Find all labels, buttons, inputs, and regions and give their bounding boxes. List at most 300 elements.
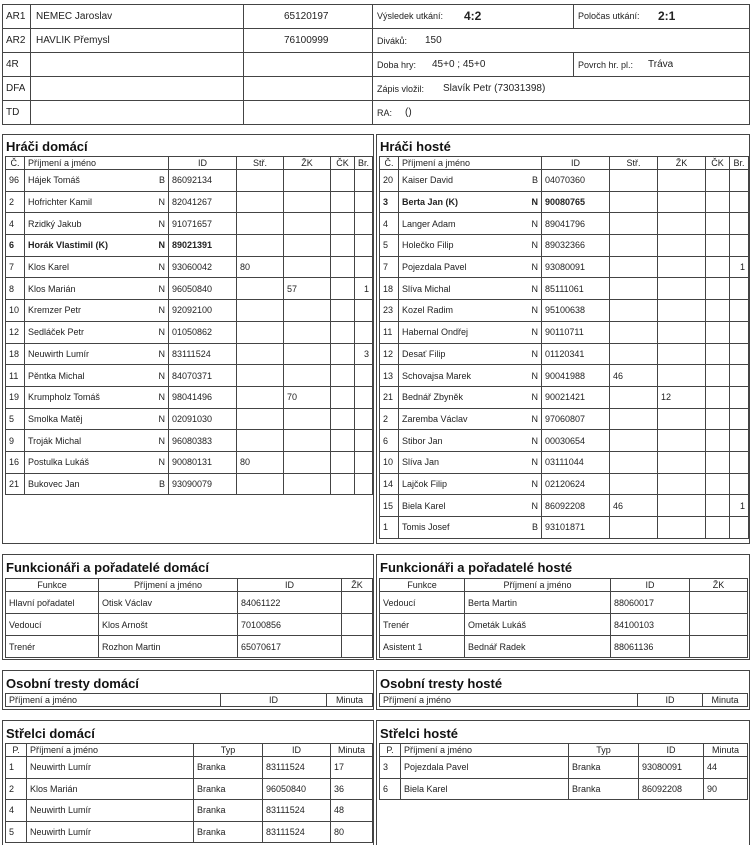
result-value: 4:2 xyxy=(464,9,482,23)
official-row xyxy=(6,592,373,614)
player-flag: N xyxy=(531,197,538,208)
player-name: Biela Karel xyxy=(402,500,446,511)
home-penalties-title: Osobní tresty domácí xyxy=(6,676,139,691)
player-yellow-card xyxy=(284,191,331,213)
player-goals xyxy=(355,321,373,343)
player-name: Klos Marián xyxy=(28,283,76,294)
referee-name: NĚMEC Jaroslav xyxy=(36,11,113,22)
player-row xyxy=(380,386,749,408)
ra-value: () xyxy=(405,107,412,118)
player-id: 00030654 xyxy=(542,430,610,452)
player-goals xyxy=(355,235,373,257)
player-substitution: 46 xyxy=(610,495,658,517)
official-name: Otisk Václav xyxy=(99,592,238,614)
referee-role-label: 4R xyxy=(6,59,19,70)
referee-role-label: AR2 xyxy=(6,35,26,46)
player-substitution xyxy=(610,170,658,192)
player-flag: N xyxy=(158,370,165,381)
player-number: 5 xyxy=(6,408,25,430)
official-id: 70100856 xyxy=(238,614,342,636)
player-yellow-card xyxy=(284,213,331,235)
player-number: 10 xyxy=(380,451,399,473)
column-header: Typ xyxy=(569,744,639,757)
player-yellow-card xyxy=(284,300,331,322)
player-flag: N xyxy=(531,392,538,403)
player-goals: 3 xyxy=(355,343,373,365)
player-substitution xyxy=(610,300,658,322)
player-yellow-card xyxy=(658,321,706,343)
column-header: Stř. xyxy=(610,157,658,170)
column-header: P. xyxy=(6,744,27,757)
official-yellow-card xyxy=(690,636,748,658)
player-name-cell xyxy=(25,170,169,192)
home-officials-title: Funkcionáři a pořadatelé domácí xyxy=(6,560,209,575)
player-name: Sedláček Petr xyxy=(28,327,85,338)
player-goals xyxy=(355,170,373,192)
official-role: Asistent 1 xyxy=(380,636,465,658)
referee-role-label: AR1 xyxy=(6,11,26,22)
player-id: 96080383 xyxy=(169,430,237,452)
player-number: 16 xyxy=(6,451,25,473)
player-id: 93090079 xyxy=(169,473,237,495)
player-id: 93101871 xyxy=(542,517,610,539)
player-goals xyxy=(355,430,373,452)
official-id: 84061122 xyxy=(238,592,342,614)
player-goals xyxy=(730,386,749,408)
player-row xyxy=(6,170,373,192)
player-yellow-card xyxy=(658,213,706,235)
player-name-cell xyxy=(399,495,542,517)
player-id: 95100638 xyxy=(542,300,610,322)
player-red-card xyxy=(706,408,730,430)
column-header: ŽK xyxy=(658,157,706,170)
scorer-row xyxy=(6,757,373,779)
player-name: Postulka Lukáš xyxy=(28,457,90,468)
player-row xyxy=(6,191,373,213)
official-role: Vedoucí xyxy=(6,614,99,636)
player-red-card xyxy=(331,170,355,192)
player-yellow-card: 70 xyxy=(284,386,331,408)
player-row xyxy=(380,451,749,473)
official-name: Klos Arnošt xyxy=(99,614,238,636)
player-row xyxy=(380,408,749,430)
player-substitution: 80 xyxy=(237,451,284,473)
player-flag: N xyxy=(158,305,165,316)
player-flag: N xyxy=(158,457,165,468)
home-officials-table xyxy=(5,578,373,658)
player-flag: N xyxy=(531,327,538,338)
surface-label: Povrch hr. pl.: xyxy=(578,60,634,70)
table-header-row xyxy=(6,744,373,757)
player-row xyxy=(6,321,373,343)
player-goals xyxy=(355,256,373,278)
player-goals xyxy=(730,343,749,365)
player-substitution xyxy=(237,213,284,235)
player-number: 4 xyxy=(6,213,25,235)
player-yellow-card: 57 xyxy=(284,278,331,300)
official-id: 65070617 xyxy=(238,636,342,658)
player-red-card xyxy=(331,213,355,235)
scorer-row xyxy=(6,821,373,843)
official-row xyxy=(380,592,748,614)
player-id: 93060042 xyxy=(169,256,237,278)
player-id: 02091030 xyxy=(169,408,237,430)
player-id: 97060807 xyxy=(542,408,610,430)
referee-id: 76100999 xyxy=(284,35,329,46)
player-name-cell xyxy=(399,321,542,343)
player-number: 18 xyxy=(6,343,25,365)
player-name-cell xyxy=(399,300,542,322)
player-id: 91071657 xyxy=(169,213,237,235)
player-id: 89021391 xyxy=(169,235,237,257)
player-row xyxy=(380,170,749,192)
player-number: 12 xyxy=(380,343,399,365)
official-id: 88061136 xyxy=(611,636,690,658)
away-players-table xyxy=(379,156,749,539)
player-flag: N xyxy=(158,413,165,424)
scorer-minute: 17 xyxy=(331,757,373,779)
player-id: 02120624 xyxy=(542,473,610,495)
player-flag: N xyxy=(531,457,538,468)
scorer-minute: 48 xyxy=(331,800,373,822)
player-number: 6 xyxy=(380,430,399,452)
player-number: 4 xyxy=(380,213,399,235)
player-goals xyxy=(730,517,749,539)
away-officials-title: Funkcionáři a pořadatelé hosté xyxy=(380,560,573,575)
player-id: 03111044 xyxy=(542,451,610,473)
column-header: P. xyxy=(380,744,401,757)
official-id: 84100103 xyxy=(611,614,690,636)
player-flag: B xyxy=(158,175,165,186)
player-red-card xyxy=(706,386,730,408)
column-header: ŽK xyxy=(342,579,373,592)
player-name-cell xyxy=(399,170,542,192)
player-red-card xyxy=(331,300,355,322)
player-yellow-card xyxy=(284,170,331,192)
player-red-card xyxy=(331,256,355,278)
player-yellow-card xyxy=(658,365,706,387)
player-name-cell xyxy=(399,473,542,495)
player-goals xyxy=(730,430,749,452)
player-substitution xyxy=(237,430,284,452)
player-row xyxy=(380,278,749,300)
player-yellow-card xyxy=(284,365,331,387)
player-goals xyxy=(730,300,749,322)
player-name: Berta Jan (K) xyxy=(402,197,459,208)
scorer-type: Branka xyxy=(194,821,263,843)
column-header: Příjmení a jméno xyxy=(27,744,194,757)
player-goals xyxy=(355,451,373,473)
player-row xyxy=(6,343,373,365)
official-yellow-card xyxy=(342,614,373,636)
player-number: 3 xyxy=(380,191,399,213)
player-flag: N xyxy=(531,500,538,511)
scorer-minute: 80 xyxy=(331,821,373,843)
column-header: ID xyxy=(639,744,704,757)
player-substitution xyxy=(237,321,284,343)
player-name-cell xyxy=(399,235,542,257)
player-red-card xyxy=(706,517,730,539)
player-yellow-card xyxy=(284,473,331,495)
player-name-cell xyxy=(399,386,542,408)
player-goals xyxy=(730,191,749,213)
player-name-cell xyxy=(399,278,542,300)
duration-value: 45+0 ; 45+0 xyxy=(432,59,486,70)
spectators-value: 150 xyxy=(425,35,442,46)
scorer-id: 86092208 xyxy=(639,778,704,800)
player-name: Horák Vlastimil (K) xyxy=(28,240,109,251)
column-header: Minuta xyxy=(704,744,748,757)
referee-name: HAVLÍK Přemysl xyxy=(36,35,110,46)
column-header: ŽK xyxy=(690,579,748,592)
player-yellow-card xyxy=(658,473,706,495)
player-yellow-card: 12 xyxy=(658,386,706,408)
column-header: ŽK xyxy=(284,157,331,170)
player-name: Slíva Jan xyxy=(402,457,440,468)
column-header: Č. xyxy=(380,157,399,170)
player-flag: N xyxy=(531,305,538,316)
player-name-cell xyxy=(399,343,542,365)
player-yellow-card xyxy=(284,451,331,473)
player-id: 82041267 xyxy=(169,191,237,213)
player-name: Hofrichter Kamil xyxy=(28,197,93,208)
player-row xyxy=(6,473,373,495)
header-box xyxy=(2,4,750,125)
player-name-cell xyxy=(25,191,169,213)
player-name-cell xyxy=(25,365,169,387)
column-header: Příjmení a jméno xyxy=(99,579,238,592)
entered-label: Zápis vložil: xyxy=(377,84,425,94)
player-name-cell xyxy=(25,343,169,365)
player-goals: 1 xyxy=(355,278,373,300)
scorer-type: Branka xyxy=(194,778,263,800)
player-substitution xyxy=(237,473,284,495)
column-header: Br. xyxy=(730,157,749,170)
player-name: Bukovec Jan xyxy=(28,478,80,489)
player-substitution xyxy=(610,386,658,408)
official-role: Hlavní pořadatel xyxy=(6,592,99,614)
player-goals xyxy=(355,213,373,235)
referee-role-label: DFA xyxy=(6,83,26,94)
player-yellow-card xyxy=(284,235,331,257)
home-penalties-table xyxy=(5,693,373,707)
scorer-id: 93080091 xyxy=(639,757,704,779)
player-substitution xyxy=(610,473,658,495)
column-header: ID xyxy=(263,744,331,757)
column-header: Příjmení a jméno xyxy=(6,694,221,707)
player-substitution xyxy=(237,300,284,322)
column-header: ID xyxy=(638,694,703,707)
scorer-id: 96050840 xyxy=(263,778,331,800)
column-header: ID xyxy=(542,157,610,170)
away-scorers-table xyxy=(379,743,748,800)
column-header: Funkce xyxy=(380,579,465,592)
column-header: Funkce xyxy=(6,579,99,592)
player-substitution xyxy=(237,343,284,365)
player-red-card xyxy=(706,213,730,235)
player-number: 2 xyxy=(6,191,25,213)
player-flag: N xyxy=(158,218,165,229)
player-goals xyxy=(730,278,749,300)
player-name: Smolka Matěj xyxy=(28,413,83,424)
scorer-type: Branka xyxy=(569,778,639,800)
player-name-cell xyxy=(25,408,169,430)
player-red-card xyxy=(331,235,355,257)
scorer-name: Pojezdala Pavel xyxy=(401,757,569,779)
player-number: 18 xyxy=(380,278,399,300)
player-id: 84070371 xyxy=(169,365,237,387)
official-role: Trenér xyxy=(380,614,465,636)
player-row xyxy=(380,321,749,343)
player-name-cell xyxy=(25,321,169,343)
player-goals xyxy=(730,170,749,192)
player-flag: N xyxy=(158,327,165,338)
column-header: ID xyxy=(221,694,327,707)
column-header: Minuta xyxy=(703,694,748,707)
player-substitution xyxy=(610,191,658,213)
player-number: 5 xyxy=(380,235,399,257)
player-yellow-card xyxy=(658,170,706,192)
player-red-card xyxy=(331,321,355,343)
player-row xyxy=(380,517,749,539)
table-header-row xyxy=(6,694,373,707)
player-red-card xyxy=(331,386,355,408)
player-row xyxy=(6,365,373,387)
player-row xyxy=(380,235,749,257)
player-red-card xyxy=(331,365,355,387)
player-id: 89032366 xyxy=(542,235,610,257)
player-name-cell xyxy=(25,278,169,300)
player-name-cell xyxy=(399,408,542,430)
official-yellow-card xyxy=(690,592,748,614)
player-flag: B xyxy=(158,478,165,489)
player-red-card xyxy=(706,321,730,343)
player-row xyxy=(6,278,373,300)
away-penalties-table xyxy=(379,693,748,707)
home-players-table xyxy=(5,156,373,495)
player-red-card xyxy=(706,278,730,300)
player-row xyxy=(6,451,373,473)
player-name: Rzidký Jakub xyxy=(28,218,82,229)
player-red-card xyxy=(331,408,355,430)
player-yellow-card xyxy=(658,451,706,473)
column-header: ID xyxy=(169,157,237,170)
duration-label: Doba hry: xyxy=(377,60,417,70)
column-header: Příjmení a jméno xyxy=(25,157,169,170)
player-yellow-card xyxy=(284,256,331,278)
player-flag: N xyxy=(531,348,538,359)
player-substitution xyxy=(610,517,658,539)
player-yellow-card xyxy=(658,430,706,452)
player-red-card xyxy=(706,473,730,495)
player-yellow-card xyxy=(284,408,331,430)
player-number: 8 xyxy=(6,278,25,300)
column-header: Minuta xyxy=(331,744,373,757)
player-number: 10 xyxy=(6,300,25,322)
player-id: 93080091 xyxy=(542,256,610,278)
player-goals xyxy=(355,473,373,495)
player-goals xyxy=(355,386,373,408)
entered-value: Slavík Petr (73031398) xyxy=(443,83,546,94)
player-name: Krumpholz Tomáš xyxy=(28,392,100,403)
player-goals xyxy=(355,408,373,430)
player-number: 2 xyxy=(380,408,399,430)
official-row xyxy=(380,614,748,636)
player-yellow-card xyxy=(658,235,706,257)
player-yellow-card xyxy=(658,495,706,517)
player-row xyxy=(380,256,749,278)
player-number: 15 xyxy=(380,495,399,517)
player-substitution xyxy=(610,430,658,452)
home-scorers-table xyxy=(5,743,373,843)
player-number: 7 xyxy=(6,256,25,278)
player-number: 23 xyxy=(380,300,399,322)
player-id: 92092100 xyxy=(169,300,237,322)
player-row xyxy=(380,300,749,322)
scorer-row xyxy=(6,778,373,800)
player-name: Desať Filip xyxy=(402,348,446,359)
scorer-order: 1 xyxy=(6,757,27,779)
column-header: Typ xyxy=(194,744,263,757)
player-name: Lajčok Filip xyxy=(402,478,448,489)
player-number: 13 xyxy=(380,365,399,387)
player-number: 96 xyxy=(6,170,25,192)
player-goals xyxy=(730,213,749,235)
player-name: Hájek Tomáš xyxy=(28,175,80,186)
scorer-name: Klos Marián xyxy=(27,778,194,800)
table-header-row xyxy=(380,157,749,170)
player-goals xyxy=(355,191,373,213)
column-header: ČK xyxy=(331,157,355,170)
table-header-row xyxy=(380,579,748,592)
player-goals xyxy=(730,451,749,473)
player-red-card xyxy=(706,170,730,192)
player-name-cell xyxy=(25,213,169,235)
player-goals xyxy=(355,300,373,322)
player-name: Neuwirth Lumír xyxy=(28,348,90,359)
player-number: 9 xyxy=(6,430,25,452)
player-row xyxy=(6,386,373,408)
scorer-minute: 44 xyxy=(704,757,748,779)
official-row xyxy=(6,614,373,636)
official-yellow-card xyxy=(690,614,748,636)
official-name: Ometák Lukáš xyxy=(465,614,611,636)
scorer-name: Neuwirth Lumír xyxy=(27,800,194,822)
scorer-name: Neuwirth Lumír xyxy=(27,821,194,843)
player-goals xyxy=(355,365,373,387)
player-flag: N xyxy=(531,478,538,489)
table-header-row xyxy=(6,579,373,592)
column-header: Č. xyxy=(6,157,25,170)
player-row xyxy=(380,191,749,213)
player-name: Tomis Josef xyxy=(402,522,450,533)
player-id: 86092208 xyxy=(542,495,610,517)
scorer-order: 6 xyxy=(380,778,401,800)
official-name: Rozhon Martin xyxy=(99,636,238,658)
scorer-type: Branka xyxy=(194,800,263,822)
player-substitution xyxy=(237,170,284,192)
player-flag: N xyxy=(531,370,538,381)
scorer-id: 83111524 xyxy=(263,800,331,822)
player-goals: 1 xyxy=(730,495,749,517)
player-red-card xyxy=(706,300,730,322)
player-substitution xyxy=(237,408,284,430)
player-name-cell xyxy=(25,473,169,495)
official-id: 88060017 xyxy=(611,592,690,614)
player-flag: N xyxy=(531,413,538,424)
player-yellow-card xyxy=(658,408,706,430)
player-number: 1 xyxy=(380,517,399,539)
